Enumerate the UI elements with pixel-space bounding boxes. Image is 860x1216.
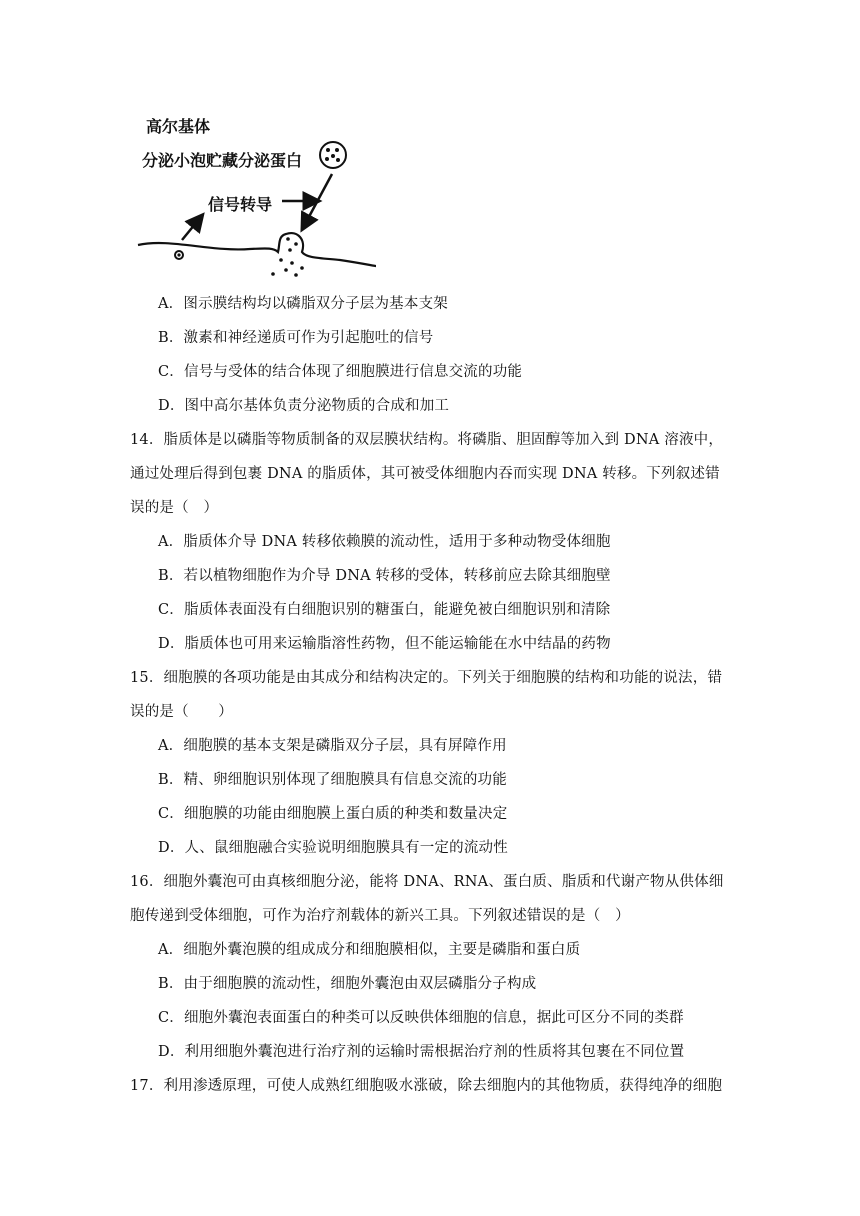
q14-option-d: D．脂质体也可用来运输脂溶性药物，但不能运输能在水中结晶的药物 [158,636,611,652]
membrane-svg [130,108,390,286]
signal-transduction-label: 信号转导 [208,195,273,214]
q15-option-c: C．细胞膜的功能由细胞膜上蛋白质的种类和数量决定 [158,806,508,822]
q13-option-c: C．信号与受体的结合体现了细胞膜进行信息交流的功能 [158,364,523,380]
exocytosis-diagram [130,108,390,286]
q13-option-a: A．图示膜结构均以磷脂双分子层为基本支架 [158,296,448,312]
cell-membrane [138,233,376,266]
q13-option-b: B．激素和神经递质可作为引起胞吐的信号 [158,330,434,346]
secreted-protein-dots [271,237,304,277]
vesicle-label: 分泌小泡贮藏分泌蛋白 [142,151,303,170]
golgi-label: 高尔基体 [146,117,211,136]
q16-stem-line-1: 16．细胞外囊泡可由真核细胞分泌，能将 DNA、RNA、蛋白质、脂质和代谢产物从供体细 [130,874,724,890]
q15-stem-line-2: 误的是（ ） [130,704,233,720]
receptor-arrow [182,218,200,240]
q14-option-b: B．若以植物细胞作为介导 DNA 转移的受体，转移前应去除其细胞壁 [158,568,611,584]
q16-option-d: D．利用细胞外囊泡进行治疗剂的运输时需根据治疗剂的性质将其包裹在不同位置 [158,1044,685,1060]
q14-stem-line-1: 14．脂质体是以磷脂等物质制备的双层膜状结构。将磷脂、胆固醇等加入到 DNA 溶液中， [130,432,724,448]
q16-stem-line-2: 胞传递到受体细胞，可作为治疗剂载体的新兴工具。下列叙述错误的是（ ） [130,908,630,924]
q15-option-d: D．人、鼠细胞融合实验说明细胞膜具有一定的流动性 [158,840,508,856]
q15-option-b: B．精、卵细胞识别体现了细胞膜具有信息交流的功能 [158,772,507,788]
q16-option-c: C．细胞外囊泡表面蛋白的种类可以反映供体细胞的信息，据此可区分不同的类群 [158,1010,684,1026]
q14-option-c: C．脂质体表面没有白细胞识别的糖蛋白，能避免被白细胞识别和清除 [158,602,611,618]
q14-stem-line-3: 误的是（ ） [130,500,219,516]
q14-stem-line-2: 通过处理后得到包裹 DNA 的脂质体，其可被受体细胞内吞而实现 DNA 转移。下列叙述错 [130,466,720,482]
q16-option-b: B．由于细胞膜的流动性，细胞外囊泡由双层磷脂分子构成 [158,976,537,992]
q15-option-a: A．细胞膜的基本支架是磷脂双分子层，具有屏障作用 [158,738,507,754]
q16-option-a: A．细胞外囊泡膜的组成成分和细胞膜相似，主要是磷脂和蛋白质 [158,942,581,958]
q17-stem-line-1: 17．利用渗透原理，可使人成熟红细胞吸水涨破，除去细胞内的其他物质，获得纯净的细胞 [130,1078,723,1094]
q14-option-a: A．脂质体介导 DNA 转移依赖膜的流动性，适用于多种动物受体细胞 [158,534,611,550]
q15-stem-line-1: 15．细胞膜的各项功能是由其成分和结构决定的。下列关于细胞膜的结构和功能的说法，错 [130,670,723,686]
q13-option-d: D．图中高尔基体负责分泌物质的合成和加工 [158,398,450,414]
secretory-vesicle-icon [320,142,346,168]
